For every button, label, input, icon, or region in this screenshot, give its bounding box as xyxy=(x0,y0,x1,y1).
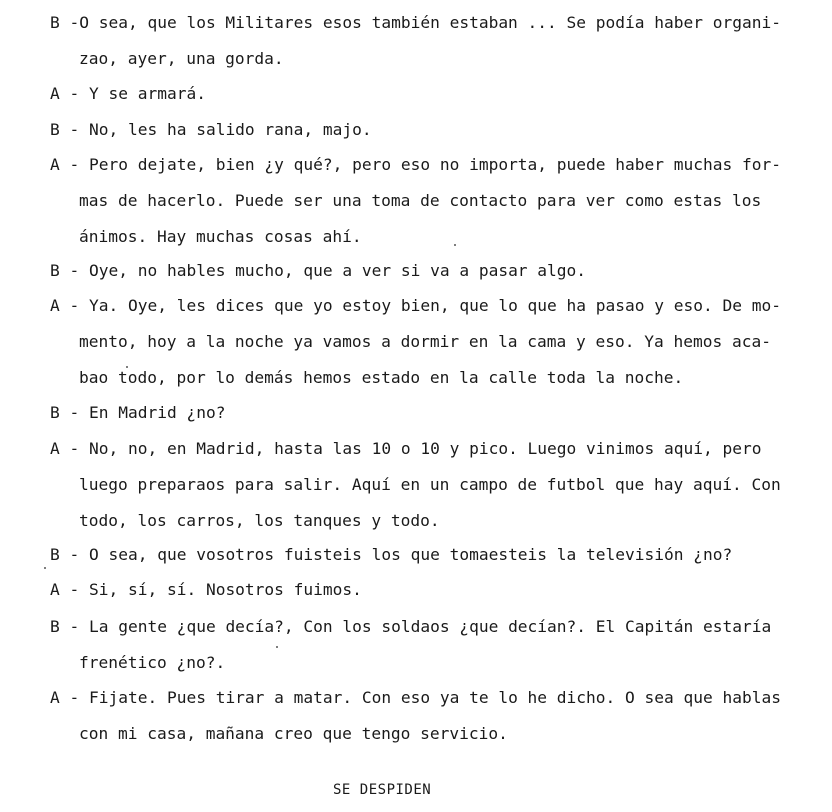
closing-note: SE DESPIDEN xyxy=(333,782,432,798)
dialogue-entry xyxy=(50,395,832,431)
dialogue-entry xyxy=(50,112,832,148)
dialogue-line xyxy=(50,183,832,219)
dialogue-entry xyxy=(50,609,832,681)
speaker-label: B xyxy=(50,545,60,564)
speaker-separator: - xyxy=(59,120,89,139)
speaker-label: B xyxy=(50,13,60,32)
dialogue-line xyxy=(50,219,832,255)
dialogue-line xyxy=(50,395,832,431)
dialogue-line xyxy=(50,680,832,716)
dialogue-entry xyxy=(50,431,832,539)
speaker-separator: - xyxy=(59,439,89,458)
dialogue-line xyxy=(50,112,832,148)
speaker-separator: - xyxy=(59,13,80,32)
line-text: No, les ha salido rana, majo. xyxy=(89,120,372,139)
dialogue-line xyxy=(50,467,832,503)
line-text: Oye, no hables mucho, que a ver si va a pasar algo. xyxy=(89,261,587,280)
line-text: con mi casa, mañana creo que tengo servicio. xyxy=(79,724,508,743)
speaker-separator: - xyxy=(59,688,89,707)
dialogue-line xyxy=(50,253,832,289)
line-text: Ya. Oye, les dices que yo estoy bien, que lo que ha pasao y eso. De mo- xyxy=(89,296,781,315)
speaker-label: A xyxy=(50,296,60,315)
speaker-separator: - xyxy=(59,261,89,280)
speaker-separator: - xyxy=(59,580,89,599)
speaker-separator: - xyxy=(59,296,89,315)
dialogue-line xyxy=(50,5,832,41)
speaker-label: A xyxy=(50,439,60,458)
speaker-label: B xyxy=(50,261,60,280)
speaker-separator: - xyxy=(59,545,89,564)
line-text: Si, sí, sí. Nosotros fuimos. xyxy=(89,580,362,599)
dialogue-entry xyxy=(50,572,832,608)
line-text: frenético ¿no?. xyxy=(79,653,226,672)
dialogue-line xyxy=(50,324,832,360)
speaker-label: A xyxy=(50,84,60,103)
speaker-label: A xyxy=(50,688,60,707)
speaker-separator: - xyxy=(59,617,89,636)
speaker-separator: - xyxy=(59,84,89,103)
speaker-label: B xyxy=(50,403,60,422)
dialogue-line xyxy=(50,572,832,608)
speaker-label: A xyxy=(50,155,60,174)
dialogue-entry xyxy=(50,147,832,255)
dialogue-line xyxy=(50,288,832,324)
dialogue-line xyxy=(50,503,832,539)
speaker-label: B xyxy=(50,120,60,139)
dialogue-line xyxy=(50,537,832,573)
line-text: mento, hoy a la noche ya vamos a dormir en la cama y eso. Ya hemos aca- xyxy=(79,332,771,351)
line-text: ánimos. Hay muchas cosas ahí. xyxy=(79,227,362,246)
line-text: No, no, en Madrid, hasta las 10 o 10 y pico. Luego vinimos aquí, pero xyxy=(89,439,762,458)
speaker-separator: - xyxy=(59,403,89,422)
dialogue-line xyxy=(50,645,832,681)
dialogue-line xyxy=(50,147,832,183)
line-text: O sea, que los Militares esos también estaban ... Se podía haber organi- xyxy=(79,13,781,32)
dialogue-entry xyxy=(50,288,832,396)
dialogue-line xyxy=(50,76,832,112)
line-text: zao, ayer, una gorda. xyxy=(79,49,284,68)
dialogue-entry xyxy=(50,253,832,289)
line-text: La gente ¿que decía?, Con los soldaos ¿que decían?. El Capitán estaría xyxy=(89,617,772,636)
dialogue-line xyxy=(50,716,832,752)
scan-speck xyxy=(454,244,456,246)
speaker-label: B xyxy=(50,617,60,636)
scan-speck xyxy=(126,366,128,368)
line-text: O sea, que vosotros fuisteis los que tomaesteis la televisión ¿no? xyxy=(89,545,733,564)
speaker-label: A xyxy=(50,580,60,599)
line-text: todo, los carros, los tanques y todo. xyxy=(79,511,440,530)
speaker-separator: - xyxy=(59,155,89,174)
dialogue-entry xyxy=(50,76,832,112)
scan-speck xyxy=(276,646,278,648)
scan-speck xyxy=(44,567,46,569)
dialogue-entry xyxy=(50,680,832,752)
line-text: Y se armará. xyxy=(89,84,206,103)
line-text: Pero dejate, bien ¿y qué?, pero eso no importa, puede haber muchas for- xyxy=(89,155,781,174)
line-text: Fijate. Pues tirar a matar. Con eso ya te lo he dicho. O sea que hablas xyxy=(89,688,781,707)
line-text: mas de hacerlo. Puede ser una toma de contacto para ver como estas los xyxy=(79,191,762,210)
line-text: bao todo, por lo demás hemos estado en la calle toda la noche. xyxy=(79,368,684,387)
line-text: En Madrid ¿no? xyxy=(89,403,226,422)
dialogue-line xyxy=(50,609,832,645)
line-text: luego preparaos para salir. Aquí en un campo de futbol que hay aquí. Con xyxy=(79,475,781,494)
dialogue-entry xyxy=(50,5,832,77)
dialogue-line xyxy=(50,41,832,77)
dialogue-line xyxy=(50,431,832,467)
dialogue-line xyxy=(50,360,832,396)
dialogue-entry xyxy=(50,537,832,573)
